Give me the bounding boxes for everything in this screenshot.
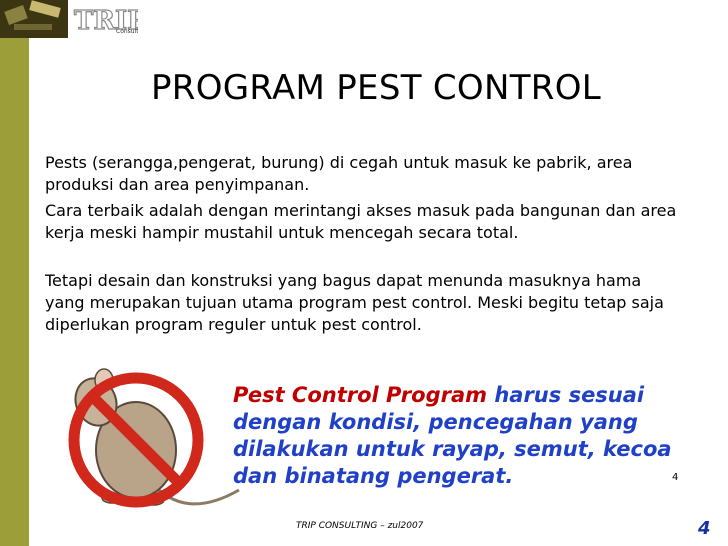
sidebar-band bbox=[0, 0, 29, 546]
paragraph-pests: Pests (serangga,pengerat, burung) di cegah untuk masuk ke pabrik, area produksi dan area penyimpanan. bbox=[45, 153, 633, 194]
brand-image-tile bbox=[0, 0, 68, 38]
slide-title: PROGRAM PEST CONTROL bbox=[150, 68, 602, 108]
footer-text: TRIP CONSULTING – zul2007 bbox=[296, 521, 424, 531]
callout-rest: harus sesuai dengan kondisi, pencegahan yang dilakukan untuk rayap, semut, kecoa dan binatang pengerat. bbox=[233, 383, 672, 488]
trip-logo bbox=[72, 3, 138, 37]
svg-text:TRIP: TRIP bbox=[74, 6, 138, 36]
slide-number: 4 bbox=[672, 472, 679, 483]
no-rats-icon bbox=[54, 360, 244, 530]
callout-lead: Pest Control Program bbox=[233, 383, 488, 407]
paragraph-design: Tetapi desain dan konstruksi yang bagus dapat menunda masuknya hama yang merupakan tujuan utama program pest control. Meski begitu tetap saja diperlukan program reguler untuk pest control. bbox=[45, 271, 664, 334]
paragraph-access: Cara terbaik adalah dengan merintangi akses masuk pada bangunan dan area kerja meski hampir mustahil untuk mencegah secara total. bbox=[45, 201, 677, 242]
page-badge: 4 bbox=[698, 518, 711, 539]
svg-text:Consultant: Consult bbox=[116, 28, 138, 35]
callout-text bbox=[233, 382, 693, 490]
